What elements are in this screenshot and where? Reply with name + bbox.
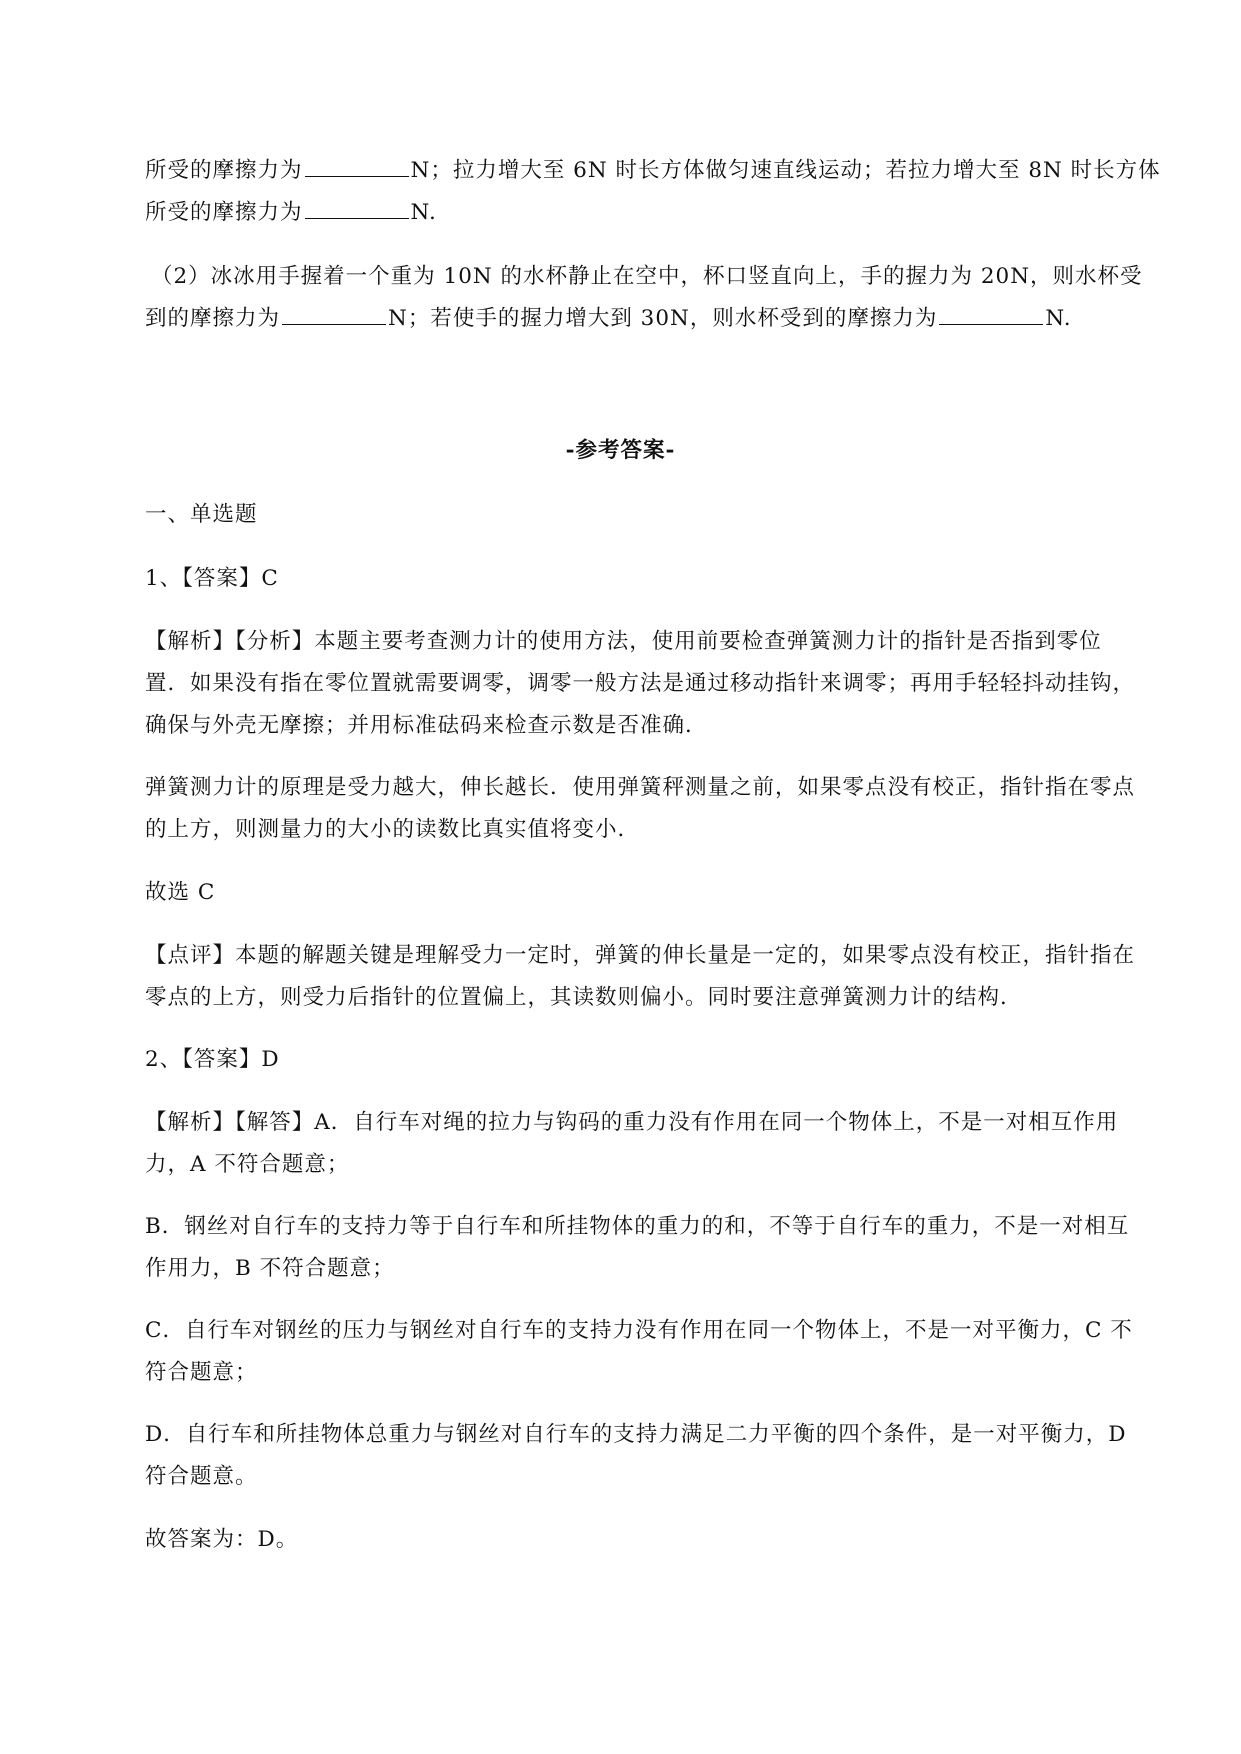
q1-answer: 1、【答案】C [145, 566, 279, 591]
text: N. [1045, 306, 1072, 331]
text-line: 弹簧测力计的原理是受力越大，伸长越长．使用弹簧秤测量之前，如果零点没有校正，指针指在零点 [145, 775, 1136, 800]
text: 所受的摩擦力为 [145, 158, 303, 183]
q1-principle [145, 767, 1145, 851]
section-heading: 一、单选题 [145, 502, 258, 527]
text-line: 符合题意； [145, 1360, 258, 1385]
text-line: 符合题意。 [145, 1464, 258, 1489]
q1-analysis [145, 621, 1145, 747]
answer-blank [305, 150, 409, 177]
question-part1 [145, 150, 1161, 234]
text-line: C．自行车对钢丝的压力与钢丝对自行车的支持力没有作用在同一个物体上，不是一对平衡力，C 不 [145, 1318, 1133, 1343]
text-line: 确保与外壳无摩擦；并用标准砝码来检查示数是否准确． [145, 713, 708, 738]
text: N；拉力增大至 6N 时长方体做匀速直线运动；若拉力增大至 8N 时长方体 [410, 158, 1161, 183]
answers-title: -参考答案- [565, 438, 676, 463]
text-line: 的上方，则测量力的大小的读数比真实值将变小． [145, 817, 641, 842]
q2-answer: 2、【答案】D [145, 1047, 280, 1072]
answer-blank [282, 298, 386, 325]
question-line [145, 192, 1145, 234]
text-line: D．自行车和所挂物体总重力与钢丝对自行车的支持力满足二力平衡的四个条件，是一对平衡力，D [145, 1422, 1127, 1447]
text-line: 【解析】【分析】本题主要考查测力计的使用方法，使用前要检查弹簧测力计的指针是否指到零位 [145, 629, 1102, 654]
question-line: （2）冰冰用手握着一个重为 10N 的水杯静止在空中，杯口竖直向上，手的握力为 20N，则水杯受 [151, 264, 1143, 289]
q2-option-a [145, 1102, 1145, 1186]
text: 所受的摩擦力为 [145, 200, 303, 225]
question-line [145, 298, 1145, 340]
question-line [145, 150, 1161, 192]
question-part2 [145, 256, 1145, 340]
text-line: B．钢丝对自行车的支持力等于自行车和所挂物体的重力的和，不等于自行车的重力，不是一对相互 [145, 1214, 1130, 1239]
q2-option-b [145, 1206, 1145, 1290]
text-line: 作用力，B 不符合题意； [145, 1256, 395, 1281]
text-line: 【点评】本题的解题关键是理解受力一定时，弹簧的伸长量是一定的，如果零点没有校正，指针指在 [145, 943, 1136, 968]
q1-choice: 故选 C [145, 880, 216, 905]
text: 到的摩擦力为 [145, 306, 281, 331]
answer-blank [939, 298, 1043, 325]
text: N；若使手的握力增大到 30N，则水杯受到的摩擦力为 [388, 306, 938, 331]
text-line: 零点的上方，则受力后指针的位置偏上，其读数则偏小。同时要注意弹簧测力计的结构． [145, 985, 1023, 1010]
q2-final: 故答案为：D。 [145, 1527, 299, 1552]
answer-blank [305, 192, 409, 219]
text: N. [410, 200, 437, 225]
q2-option-d [145, 1414, 1145, 1498]
text-line: 置．如果没有指在零位置就需要调零，调零一般方法是通过移动指针来调零；再用手轻轻抖动挂钩， [145, 671, 1136, 696]
q1-comment [145, 935, 1145, 1019]
text-line: 力，A 不符合题意； [145, 1152, 350, 1177]
q2-option-c [145, 1310, 1145, 1394]
text-line: 【解析】【解答】A．自行车对绳的拉力与钩码的重力没有作用在同一个物体上，不是一对相互作用 [145, 1110, 1119, 1135]
